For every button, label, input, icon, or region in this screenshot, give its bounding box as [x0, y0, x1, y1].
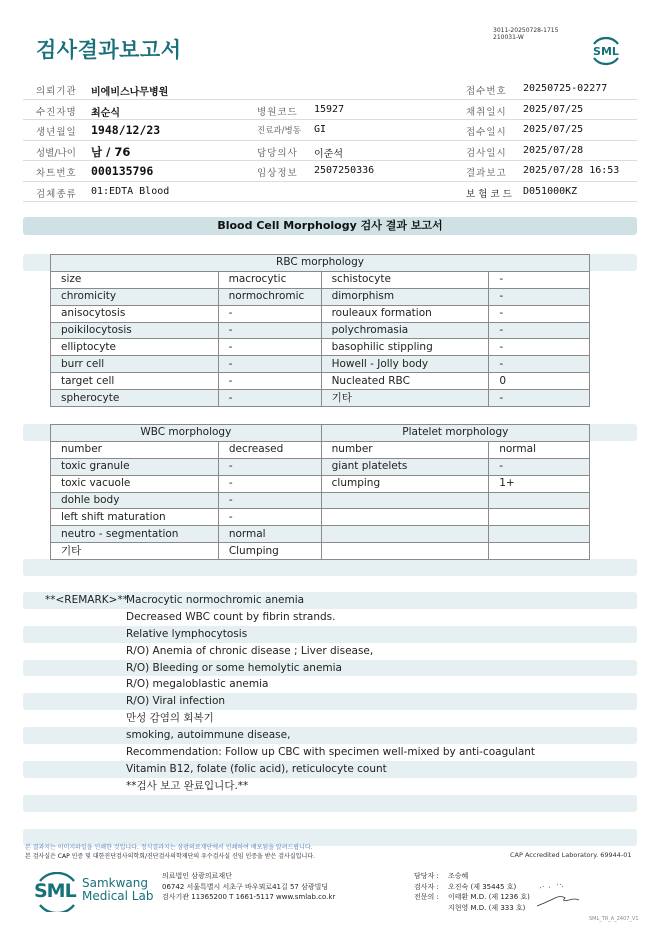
- cell: -: [218, 509, 321, 526]
- remark-line: [23, 660, 637, 677]
- remark-text: R/O) Viral infection: [126, 695, 226, 708]
- remark-text: R/O) Anemia of chronic disease ; Liver disease,: [126, 644, 374, 657]
- remark-line: [23, 592, 637, 609]
- chart-number: 000135796: [91, 164, 154, 178]
- remark-line: [23, 744, 637, 761]
- cell: [321, 509, 489, 526]
- cell: normal: [218, 526, 321, 543]
- remark-line: [23, 643, 637, 660]
- label-sex-age: 성별/나이: [36, 147, 76, 159]
- remark-text: R/O) megaloblastic anemia: [126, 678, 269, 691]
- patient-name: 최순식: [91, 107, 120, 119]
- cell: [489, 509, 590, 526]
- remark-text: Vitamin B12, folate (folic acid), reticulocyte count: [126, 762, 387, 775]
- address-line: 의료법인 삼광의료재단: [162, 872, 232, 880]
- document-id: [493, 27, 558, 41]
- hospital-code: 15927: [314, 103, 345, 115]
- staff-role: 전문의 :: [414, 893, 439, 901]
- document-id-line1: 3011-20250728-1715: [493, 27, 559, 34]
- staff-line: [414, 882, 530, 893]
- staff-name: 지현영 M.D. (제 333 호): [448, 903, 526, 912]
- cell: rouleaux formation: [321, 305, 489, 322]
- label-insurance-code: 보 험 코 드: [466, 188, 512, 200]
- accreditation-notice: 본 검사실은 CAP 인증 및 대한진단검사의학회/진단검사의학재단의 우수검사실 신임 인증을 받은 검사실입니다.: [25, 853, 315, 860]
- cell: -: [489, 322, 590, 339]
- cell: neutro - segmentation: [51, 526, 219, 543]
- insurance-code: D051000KZ: [523, 185, 578, 197]
- clinical-info: 2507250336: [314, 165, 375, 176]
- table-row: [51, 526, 590, 543]
- cell: -: [218, 339, 321, 356]
- info-row: [23, 120, 637, 141]
- cell: basophilic stippling: [321, 339, 489, 356]
- table-row: [51, 509, 590, 526]
- table-row: [51, 373, 590, 390]
- logo-name-line1: Samkwang: [82, 876, 148, 890]
- cell: [489, 492, 590, 509]
- remark-line: [23, 626, 637, 643]
- cell: normochromic: [218, 288, 321, 305]
- remark-line: [23, 761, 637, 778]
- cell: elliptocyte: [51, 339, 219, 356]
- row-stripe: [23, 559, 637, 576]
- staff-name: 조승혜: [448, 872, 469, 880]
- section-title: Blood Cell Morphology 검사 결과 보고서: [23, 217, 637, 235]
- cell: -: [489, 356, 590, 373]
- logo-abbr: SML: [34, 880, 76, 902]
- cell: macrocytic: [218, 271, 321, 288]
- department: GI: [314, 124, 327, 135]
- cell: [489, 543, 590, 560]
- cell: -: [489, 339, 590, 356]
- table-row: [51, 288, 590, 305]
- label-specimen-type: 검체종류: [36, 188, 77, 200]
- label-test-date: 검사일시: [466, 147, 507, 159]
- label-receipt-date: 접수일시: [466, 127, 507, 138]
- remark-text: Recommendation: Follow up CBC with specimen well-mixed by anti-coagulant: [126, 746, 536, 759]
- attending-physician: 이준석: [314, 148, 343, 160]
- label-collection-date: 채취일시: [466, 106, 507, 118]
- cell: Nucleated RBC: [321, 373, 489, 390]
- label-birth-date: 생년월일: [36, 127, 77, 138]
- staff-name: 오진숙 (제 35445 호): [448, 882, 517, 891]
- cell: [321, 526, 489, 543]
- table-row: [51, 322, 590, 339]
- table-row: [51, 441, 590, 458]
- remark-text: Decreased WBC count by fibrin strands.: [126, 610, 336, 623]
- cell: Clumping: [218, 543, 321, 560]
- address-line: 06742 서울특별시 서초구 바우뫼로41길 57 삼광빌딩: [162, 882, 329, 891]
- table-row: [51, 475, 590, 492]
- label-chart-number: 차트번호: [36, 168, 77, 179]
- cell: 0: [489, 373, 590, 390]
- label-hospital-code: 병원코드: [257, 106, 298, 118]
- sex-age: 남 / 76: [91, 144, 131, 159]
- label-report-date: 결과보고: [466, 168, 507, 179]
- remark-text: **검사 보고 완료입니다.**: [126, 779, 249, 792]
- report-date: 2025/07/28 16:53: [523, 165, 620, 176]
- cap-accreditation: CAP Accredited Laboratory. 69944-01: [510, 851, 632, 859]
- rbc-morphology-table: [50, 254, 590, 407]
- remark-text: 만성 감염의 회복기: [126, 712, 214, 725]
- cell: -: [489, 305, 590, 322]
- info-row: [23, 100, 637, 121]
- remark-line: [23, 727, 637, 744]
- cell: 기타: [321, 390, 489, 407]
- cell: spherocyte: [51, 390, 219, 407]
- staff-line: [414, 892, 530, 903]
- receipt-date: 2025/07/25: [523, 124, 584, 135]
- cell: -: [489, 271, 590, 288]
- remark-text: R/O) Bleeding or some hemolytic anemia: [126, 661, 342, 674]
- cell: left shift maturation: [51, 509, 219, 526]
- cell: -: [489, 288, 590, 305]
- table-row: [51, 458, 590, 475]
- table-row: [51, 356, 590, 373]
- table-row: [51, 305, 590, 322]
- wbc-platelet-morphology-table: [50, 424, 590, 560]
- remark-line: [23, 676, 637, 693]
- cell: dohle body: [51, 492, 219, 509]
- cell: -: [218, 322, 321, 339]
- cell: target cell: [51, 373, 219, 390]
- cell: -: [218, 475, 321, 492]
- remarks-section: [23, 592, 637, 812]
- lab-address: [162, 871, 335, 903]
- table-row: [51, 390, 590, 407]
- collection-date: 2025/07/25: [523, 103, 584, 115]
- document-id-line2: 210031-W: [493, 34, 524, 41]
- remark-line: [23, 710, 637, 727]
- form-code: SML_TR_A_2407_V1: [589, 916, 639, 922]
- cell: polychromasia: [321, 322, 489, 339]
- remark-line: [23, 778, 637, 795]
- cell: toxic granule: [51, 458, 219, 475]
- cell: poikilocytosis: [51, 322, 219, 339]
- wbc-header: WBC morphology: [51, 425, 322, 442]
- cell: giant platelets: [321, 458, 489, 475]
- staff-role: 담당자 :: [414, 872, 439, 880]
- cell: clumping: [321, 475, 489, 492]
- table-row: [51, 543, 590, 560]
- birth-date: 1948/12/23: [91, 123, 161, 137]
- remark-line: [23, 795, 637, 812]
- cell: -: [489, 390, 590, 407]
- remark-line: [23, 693, 637, 710]
- cell: -: [218, 356, 321, 373]
- cell: -: [218, 492, 321, 509]
- label-clinical-info: 임상정보: [257, 168, 298, 179]
- rbc-header: RBC morphology: [51, 255, 590, 272]
- report-title: 검사결과보고서: [36, 38, 182, 62]
- cell: chromicity: [51, 288, 219, 305]
- print-notice: 본 결과지는 이미지파일을 인쇄한 것입니다. 정식결과지는 삼광의료재단에서 인쇄하여 배포됨을 알려드립니다.: [25, 844, 313, 851]
- remark-text: smoking, autoimmune disease,: [126, 729, 291, 742]
- table-row: [51, 492, 590, 509]
- cell: [321, 492, 489, 509]
- label-department: 진료과/병동: [257, 126, 301, 136]
- cell: -: [218, 373, 321, 390]
- staff-name: 이태환 M.D. (제 1236 호): [448, 893, 530, 901]
- remark-text: Relative lymphocytosis: [126, 627, 248, 640]
- cell: -: [218, 390, 321, 407]
- cell: burr cell: [51, 356, 219, 373]
- staff-role: 검사자 :: [414, 882, 439, 891]
- samkwang-logo: [34, 872, 154, 912]
- specimen-type: 01:EDTA Blood: [91, 185, 170, 197]
- cell: number: [51, 441, 219, 458]
- requesting-institution: 비에비스나무병원: [91, 87, 169, 98]
- sml-logo-icon: [588, 33, 624, 69]
- cell: dimorphism: [321, 288, 489, 305]
- cell: Howell - Jolly body: [321, 356, 489, 373]
- cell: number: [321, 441, 489, 458]
- cell: -: [489, 458, 590, 475]
- cell: anisocytosis: [51, 305, 219, 322]
- cell: decreased: [218, 441, 321, 458]
- table-row: [51, 339, 590, 356]
- staff-line: [414, 871, 530, 882]
- accession-number: 20250725-02277: [523, 83, 608, 94]
- cell: schistocyte: [321, 271, 489, 288]
- cell: 기타: [51, 543, 219, 560]
- staff-line: [414, 903, 530, 914]
- label-accession-number: 접수번호: [466, 86, 507, 97]
- cell: size: [51, 271, 219, 288]
- svg-text:SML: SML: [593, 45, 619, 58]
- cell: normal: [489, 441, 590, 458]
- remark-tag: **<REMARK>**: [45, 594, 128, 606]
- cell: toxic vacuole: [51, 475, 219, 492]
- cell: -: [218, 458, 321, 475]
- patient-info-table: [23, 79, 637, 202]
- label-patient-name: 수진자명: [36, 106, 77, 118]
- cell: [321, 543, 489, 560]
- logo-name-line2: Medical Lab: [82, 889, 154, 903]
- signature-icon: [535, 882, 605, 912]
- test-date: 2025/07/28: [523, 144, 584, 156]
- cell: [489, 526, 590, 543]
- table-row: [51, 271, 590, 288]
- label-attending-physician: 담당의사: [257, 147, 298, 159]
- cell: -: [218, 305, 321, 322]
- info-row: [23, 161, 637, 182]
- address-line: 검사기관 11365200 T 1661-5117 www.smlab.co.kr: [162, 893, 336, 901]
- cell: 1+: [489, 475, 590, 492]
- staff-list: [414, 871, 530, 913]
- platelet-header: Platelet morphology: [321, 425, 589, 442]
- info-row: [23, 141, 637, 162]
- logo-name: [82, 877, 153, 903]
- label-requesting-institution: 의뢰기관: [36, 86, 77, 97]
- info-row: [23, 79, 637, 100]
- info-row: [23, 182, 637, 203]
- remark-text: Macrocytic normochromic anemia: [126, 594, 305, 606]
- remark-line: [23, 609, 637, 626]
